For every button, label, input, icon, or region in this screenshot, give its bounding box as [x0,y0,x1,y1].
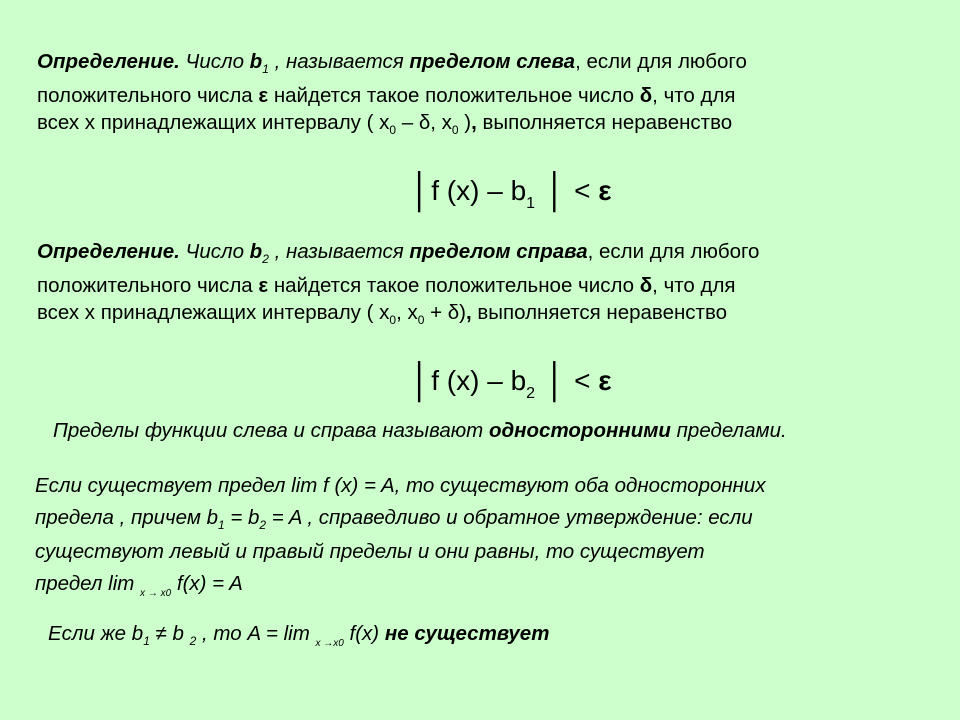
text: найдется такое положительное число [268,84,640,107]
existence-line-2 [35,502,766,536]
text: f(x) = A [171,572,243,595]
definition-left-line-3 [37,107,747,141]
comma: , [471,111,477,134]
definition-left-limit [37,46,747,141]
abs-bar-close: │ [545,362,567,400]
bold-term-one-sided: односторонними [488,419,671,442]
text: , что для [652,84,736,107]
text: , называется [268,50,410,73]
formula-expression: f (x) – b [431,365,527,396]
text: выполняется неравенство [471,301,728,324]
limit-subscript: x →x0 [315,638,344,649]
subscript: 1 [143,634,150,648]
subscript: 0 [389,313,397,327]
subscript: 0 [389,123,397,137]
subscript: 1 [217,518,225,532]
text: предела , причем b [35,506,218,529]
comma: , [466,301,472,324]
text: всех x принадлежащих интервалу ( x [37,301,390,324]
formula-expression: f (x) – b [431,175,527,206]
text: + δ) [424,301,467,324]
subscript: 2 [262,252,269,266]
subscript: 1 [262,62,269,76]
definition-right-line-1 [37,236,759,270]
text: , то A = lim [196,622,316,645]
text: предел lim [35,572,141,595]
delta-symbol: δ [639,274,653,297]
subscript: 2 [189,634,197,648]
limit-subscript: x → x0 [140,588,172,599]
text: положительного числа [37,274,259,297]
text: = b [224,506,260,529]
text: Пределы функции слева и справа называют [53,419,489,442]
epsilon-symbol: ε [258,274,269,297]
text: Число [179,50,250,73]
less-than: < [566,175,599,206]
abs-bar-open: │ [410,172,432,210]
text: – δ, x [396,111,452,134]
b-letter: b [249,50,263,73]
inequality-left [410,170,612,212]
abs-bar-close: │ [545,172,567,210]
subscript: 0 [451,123,459,137]
epsilon-symbol: ε [598,365,612,396]
text: , если для любого [587,240,760,263]
text: , если для любого [575,50,747,73]
text: = A , справедливо и обратное утверждение: если [266,506,753,529]
delta-symbol: δ [639,84,653,107]
definition-term: Определение. [37,50,180,73]
text: , называется [268,240,410,263]
existence-line-1: Если существует предел lim f (x) = A, то существуют оба односторонних [35,474,766,497]
subscript: 1 [526,195,536,212]
bold-does-not-exist: не существует [384,622,550,645]
text: всех x принадлежащих интервалу ( x [37,111,390,134]
existence-line-4 [35,568,766,604]
definition-right-line-3 [37,297,759,331]
less-than: < [566,365,599,396]
text: выполняется неравенство [476,111,733,134]
definition-right-limit [37,236,759,331]
epsilon-symbol: ε [258,84,269,107]
text: пределами. [670,419,787,442]
text: Если же b [48,622,144,645]
bold-term-left-limit: пределом слева [409,50,576,73]
definition-left-line-1 [37,46,747,80]
epsilon-symbol: ε [598,175,612,206]
text: Число [179,240,250,263]
subscript: 2 [526,385,536,402]
inequality-right [410,360,612,402]
non-existence-statement [48,618,549,653]
text: , x [396,301,418,324]
bold-term-right-limit: пределом справа [409,240,588,263]
definition-term: Определение. [37,240,180,263]
text: , что для [652,274,736,297]
text: f(x) [343,622,385,645]
subscript: 0 [417,313,425,327]
text: ) [458,111,472,134]
text: положительного числа [37,84,259,107]
text: ≠ b [149,622,190,645]
subscript: 2 [259,518,267,532]
one-sided-note [53,415,787,446]
text: найдется такое положительное число [268,274,640,297]
existence-line-3: существуют левый и правый пределы и они равны, то существует [35,540,705,563]
existence-statement [35,470,766,604]
b-letter: b [249,240,263,263]
abs-bar-open: │ [410,362,432,400]
